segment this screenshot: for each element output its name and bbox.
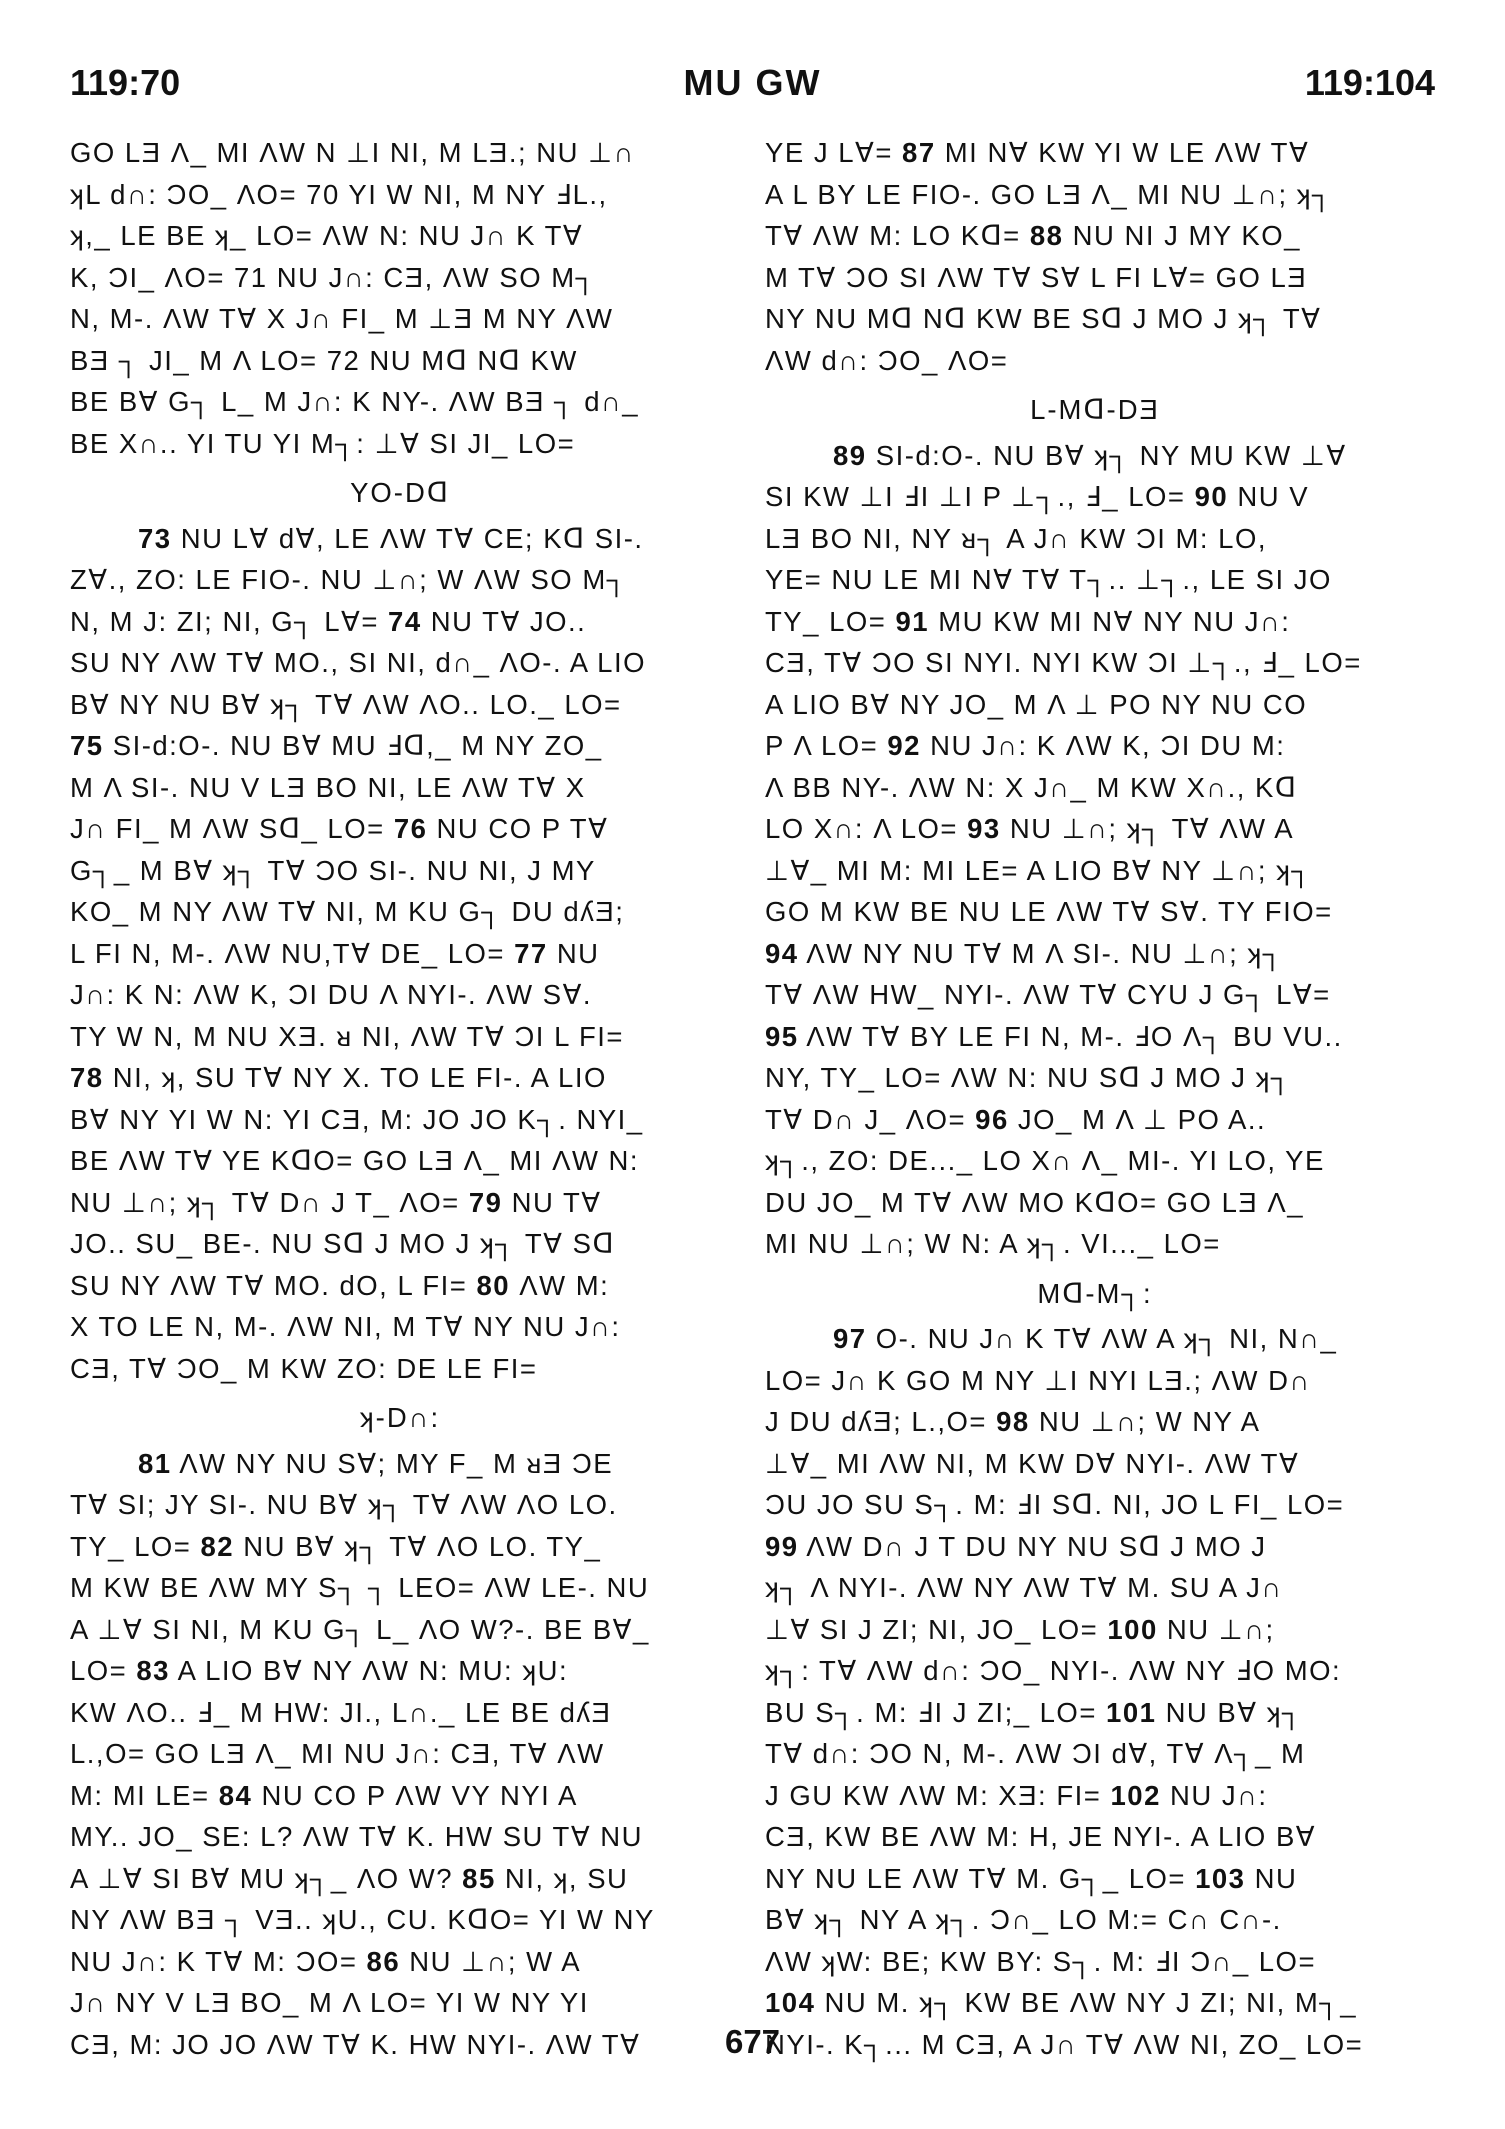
verse-text: J∩ NY V LƎ BO_ M Λ LO= YI W NY YI — [70, 1987, 589, 2018]
verse-number: 89 — [833, 439, 867, 471]
text-line — [765, 1650, 1425, 1692]
verse-text: NU ⊥∩; ʞ┐ T∀ D∩ J T_ ΛO= — [70, 1186, 460, 1218]
verse-text: SU NY ΛW T∀ MO. dO, L FI= — [70, 1269, 468, 1301]
text-line — [765, 435, 1425, 477]
verse-text: JO_ M Λ ⊥ PO A.. — [1017, 1103, 1267, 1135]
text-line — [765, 174, 1425, 216]
text-line — [70, 850, 730, 892]
text-line — [70, 684, 730, 726]
verse-number: 104 — [765, 1987, 816, 2018]
verse-number: 103 — [1195, 1862, 1246, 1894]
text-line — [70, 1099, 730, 1141]
verse-number: 82 — [200, 1530, 235, 1562]
verse-text: J∩: K N: ΛW K, ƆI DU Λ NYI-. ΛW S∀. — [70, 979, 593, 1010]
verse-text: NU L∀ d∀, LE ΛW T∀ CE; Kᗡ SI-. — [180, 522, 644, 554]
verse-text: NU CO P T∀ — [436, 813, 609, 844]
verse-text: NY NU LE ΛW T∀ M. G┐_ LO= — [765, 1862, 1186, 1894]
verse-number: 86 — [366, 1945, 401, 1977]
text-line — [765, 1609, 1425, 1651]
verse-text: M Λ SI-. NU V LƎ BO NI, LE ΛW T∀ X — [70, 771, 586, 803]
text-line — [765, 601, 1425, 643]
text-line — [70, 1858, 730, 1900]
verse-number: 90 — [1194, 481, 1229, 512]
text-line — [70, 1182, 730, 1224]
verse-text: B∀ ʞ┐ NY A ʞ┐. Ɔ∩_ LO M:= C∩ C∩-. — [765, 1904, 1282, 1935]
verse-text: TY_ LO= — [70, 1530, 192, 1562]
verse-text: NU NI J MY KO_ — [1072, 220, 1301, 251]
text-line — [70, 1733, 730, 1775]
text-line — [70, 1057, 730, 1099]
text-line — [765, 1223, 1425, 1265]
verse-text: ƆU JO SU S┐. M: ℲI Sᗡ. NI, JO L FI_ LO= — [765, 1489, 1345, 1520]
verse-text: YE J L∀= — [765, 137, 893, 168]
verse-text: ΛW d∩: ƆO_ ΛO= — [765, 344, 1009, 376]
verse-text: N, M J: ZI; NI, G┐ L∀= — [70, 605, 379, 637]
text-line — [765, 1526, 1425, 1568]
verse-text: KO_ M NY ΛW T∀ NI, M KU G┐ DU dʎƎ; — [70, 896, 625, 927]
verse-text: SI-d:O-. NU B∀ MU Ⅎᗡ,_ M NY ZO_ — [112, 730, 603, 761]
verse-text: L.,O= GO LƎ Λ_ MI NU J∩: CƎ, T∀ ΛW — [70, 1738, 605, 1769]
text-line — [70, 642, 730, 684]
verse-text: NU T∀ JO.. — [430, 605, 587, 637]
verse-text: LO= — [70, 1655, 128, 1686]
text-line — [70, 933, 730, 975]
verse-text: A ⊥∀ SI B∀ MU ʞ┐_ ΛO W? — [70, 1862, 454, 1894]
verse-text: CƎ, M: JO JO ΛW T∀ K. HW NYI-. ΛW T∀ — [70, 2028, 641, 2060]
verse-text: MU KW MI N∀ NY NU J∩: — [938, 605, 1291, 637]
text-line — [765, 974, 1425, 1016]
text-line — [70, 1609, 730, 1651]
verse-text: T∀ ΛW HW_ NYI-. ΛW T∀ CYU J G┐ L∀= — [765, 979, 1331, 1010]
text-line — [765, 476, 1425, 518]
verse-text: MI NU ⊥∩; W N: A ʞ┐. VI..._ LO= — [765, 1228, 1221, 1259]
text-line: ʞL d∩: ƆO_ ΛO= 70 YI W NI, M NY ℲL., — [70, 178, 608, 210]
text-line: N, M-. ΛW T∀ X J∩ FI_ M ⊥Ǝ M NY ΛW — [70, 303, 614, 334]
verse-number: 76 — [393, 813, 428, 844]
verse-number: 88 — [1029, 220, 1064, 251]
verse-text: ΛW D∩ J T DU NY NU Sᗡ J MO J — [806, 1530, 1267, 1562]
verse-number: 75 — [70, 730, 104, 761]
header-book-title: MU GW — [683, 62, 822, 103]
text-line — [765, 1941, 1425, 1983]
verse-text: NU T∀ — [511, 1186, 602, 1218]
verse-text: ʞ┐ Λ NYI-. ΛW NY ΛW T∀ M. SU A J∩ — [765, 1572, 1283, 1603]
verse-text: ΛW NY NU S∀; MY F_ M ᴚƎ ƆE — [179, 1447, 614, 1479]
verse-text: B∀ NY NU B∀ ʞ┐ T∀ ΛW ΛO.. LO._ LO= — [70, 688, 622, 720]
text-line — [70, 1348, 730, 1390]
verse-text: ⊥∀_ MI M: MI LE= A LIO B∀ NY ⊥∩; ʞ┐ — [765, 854, 1313, 886]
page-header — [70, 62, 1435, 122]
verse-text: YE= NU LE MI N∀ T∀ T┐.. ⊥┐., LE SI JO — [765, 564, 1332, 595]
verse-text: NU CO P ΛW VY NYI A — [261, 1779, 578, 1811]
text-line — [70, 1306, 730, 1348]
verse-number: 94 — [765, 937, 799, 969]
verse-number: 96 — [975, 1103, 1009, 1135]
text-line — [765, 933, 1425, 975]
verse-text: NY NU Mᗡ Nᗡ KW BE Sᗡ J MO J ʞ┐ T∀ — [765, 303, 1322, 334]
verse-text: M: MI LE= — [70, 1779, 210, 1811]
text-line — [70, 1016, 730, 1058]
verse-text: T∀ D∩ J_ ΛO= — [765, 1103, 967, 1135]
verse-text: L FI N, M-. ΛW NU,T∀ DE_ LO= — [70, 937, 505, 969]
text-line — [70, 1526, 730, 1568]
text-line — [765, 725, 1425, 767]
verse-text: NU B∀ ʞ┐ — [1165, 1696, 1303, 1728]
text-line — [765, 1899, 1425, 1941]
text-line — [765, 215, 1425, 257]
text-line — [765, 559, 1425, 601]
verse-text: CƎ, T∀ ƆO SI NYI. NYI KW ƆI ⊥┐., Ⅎ_ LO= — [765, 647, 1362, 678]
text-line — [765, 340, 1425, 382]
text-line — [765, 1360, 1425, 1402]
verse-text: M T∀ ƆO SI ΛW T∀ S∀ L FI L∀= GO LƎ — [765, 261, 1308, 293]
text-line — [765, 1733, 1425, 1775]
text-line — [70, 559, 730, 601]
verse-text: NU — [1254, 1862, 1298, 1894]
text-line: K, ƆI_ ΛO= 71 NU J∩: CƎ, ΛW SO M┐ — [70, 261, 597, 293]
text-line — [765, 132, 1425, 174]
text-line: GO LƎ Λ_ MI ΛW N ⊥I NI, M LƎ.; NU ⊥∩ — [70, 137, 635, 168]
verse-text: LO X∩: Λ LO= — [765, 813, 958, 844]
verse-text: LƎ BO NI, NY ᴚ┐ A J∩ KW ƆI M: LO, — [765, 522, 1267, 554]
verse-text: JO.. SU_ BE-. NU Sᗡ J MO J ʞ┐ T∀ Sᗡ — [70, 1228, 616, 1259]
verse-number: 83 — [136, 1655, 170, 1686]
verse-text: BE ΛW T∀ YE KᗡO= GO LƎ Λ_ MI ΛW N: — [70, 1145, 640, 1176]
text-line — [70, 1140, 730, 1182]
text-line — [765, 1816, 1425, 1858]
text-line — [765, 684, 1425, 726]
left-column — [70, 132, 730, 2065]
text-line — [765, 1443, 1425, 1485]
verse-number: 95 — [765, 1020, 799, 1052]
text-line — [765, 891, 1425, 933]
verse-text: KW ΛO.. Ⅎ_ M HW: JI., L∩._ LE BE dʎƎ — [70, 1696, 612, 1728]
verse-number: 97 — [833, 1323, 867, 1354]
verse-number: 98 — [996, 1406, 1030, 1437]
verse-text: B∀ NY YI W N: YI CƎ, M: JO JO K┐. NYI_ — [70, 1103, 644, 1135]
text-line — [70, 1223, 730, 1265]
verse-number: 77 — [514, 937, 548, 969]
verse-number: 73 — [138, 522, 172, 554]
text-line — [765, 1016, 1425, 1058]
verse-number: 101 — [1106, 1696, 1157, 1728]
verse-text: BU S┐. M: ℲI J ZI;_ LO= — [765, 1696, 1097, 1728]
text-line — [765, 1692, 1425, 1734]
verse-text: NU J∩: K T∀ M: ƆO= — [70, 1945, 358, 1977]
verse-number: 87 — [902, 137, 936, 168]
verse-paragraph — [765, 1318, 1425, 2065]
verse-text: SI KW ⊥I ℲI ⊥I P ⊥┐., Ⅎ_ LO= — [765, 481, 1186, 512]
verse-text: ʞ┐: T∀ ΛW d∩: ƆO_ NYI-. ΛW NY ℲO MO: — [765, 1655, 1342, 1686]
text-line — [765, 850, 1425, 892]
text-line — [70, 1484, 730, 1526]
verse-text: ⊥∀_ MI ΛW NI, M KW D∀ NYI-. ΛW T∀ — [765, 1447, 1300, 1479]
text-line — [765, 257, 1425, 299]
verse-text: O-. NU J∩ K T∀ ΛW A ʞ┐ NI, N∩_ — [875, 1323, 1338, 1354]
text-line — [70, 891, 730, 933]
text-line — [765, 1858, 1425, 1900]
verse-number: 79 — [468, 1186, 503, 1218]
text-line — [765, 1182, 1425, 1224]
verse-number: 93 — [967, 813, 1001, 844]
text-line: BƎ ┐ JI_ M Λ LO= 72 NU Mᗡ Nᗡ KW — [70, 344, 578, 376]
text-line — [765, 1318, 1425, 1360]
verse-text: CƎ, T∀ ƆO_ M KW ZO: DE LE FI= — [70, 1352, 538, 1384]
text-line: BE B∀ G┐ L_ M J∩: K NY-. ΛW BƎ ┐ d∩_ — [70, 386, 640, 417]
verse-text: MY.. JO_ SE: L? ΛW T∀ K. HW SU T∀ NU — [70, 1821, 644, 1852]
verse-text: ΛW M: — [519, 1269, 610, 1301]
verse-number: 78 — [70, 1062, 104, 1093]
verse-text: NU — [556, 937, 600, 969]
verse-number: 91 — [895, 605, 930, 637]
verse-number: 85 — [462, 1862, 496, 1894]
verse-number: 81 — [138, 1447, 172, 1479]
text-line — [765, 1057, 1425, 1099]
verse-text: NY ΛW BƎ ┐ VƎ.. ʞU., CU. KᗡO= YI W NY — [70, 1904, 655, 1935]
text-line — [765, 1099, 1425, 1141]
header-verse-start: 119:70 — [70, 62, 181, 103]
verse-text: A LIO B∀ NY ΛW N: MU: ʞU: — [177, 1655, 569, 1686]
text-paragraph — [70, 132, 730, 464]
verse-text: NYI-. K┐... M CƎ, A J∩ T∀ ΛW NI, ZO_ LO= — [765, 2028, 1364, 2060]
text-line — [765, 1140, 1425, 1182]
verse-text: T∀ SI; JY SI-. NU B∀ ʞ┐ T∀ ΛW ΛO LO. — [70, 1489, 618, 1520]
verse-text: A L BY LE FIO-. GO LƎ Λ_ MI NU ⊥∩; ʞ┐ — [765, 178, 1334, 210]
verse-text: M KW BE ΛW MY S┐ ┐ LEO= ΛW LE-. NU — [70, 1572, 650, 1603]
verse-text: J DU dʎƎ; L.,O= — [765, 1406, 987, 1437]
verse-text: NU J∩: — [1170, 1779, 1268, 1811]
text-line — [765, 1484, 1425, 1526]
text-line — [765, 1775, 1425, 1817]
text-line: ʞ,_ LE BE ʞ_ LO= ΛW N: NU J∩ K T∀ — [70, 220, 584, 251]
text-line — [70, 1265, 730, 1307]
verse-text: ΛW ʞW: BE; KW BY: S┐. M: ℲI Ɔ∩_ LO= — [765, 1945, 1317, 1977]
text-line — [70, 1775, 730, 1817]
verse-text: GO M KW BE NU LE ΛW T∀ S∀. TY FIO= — [765, 896, 1333, 927]
verse-text: LO= J∩ K GO M NY ⊥I NYI LƎ.; ΛW D∩ — [765, 1364, 1311, 1396]
verse-text: NU M. ʞ┐ KW BE ΛW NY J ZI; NI, M┐_ — [824, 1987, 1358, 2018]
verse-text: NU ⊥∩; — [1166, 1613, 1275, 1645]
verse-text: NU ⊥∩; W A — [409, 1945, 582, 1977]
verse-number: 74 — [388, 605, 422, 637]
verse-number: 92 — [887, 730, 921, 761]
header-verse-end: 119:104 — [1304, 62, 1435, 103]
text-line — [70, 601, 730, 643]
text-line — [70, 1982, 730, 2024]
verse-text: CƎ, KW BE ΛW M: H, JE NYI-. A LIO B∀ — [765, 1821, 1317, 1852]
verse-text: NI, ʞ, SU — [504, 1862, 629, 1894]
text-line — [70, 725, 730, 767]
verse-text: ΛW NY NU T∀ M Λ SI-. NU ⊥∩; ʞ┐ — [806, 937, 1284, 969]
text-line — [765, 1982, 1425, 2024]
verse-text: Λ BB NY-. ΛW N: X J∩_ M KW X∩., Kᗡ — [765, 771, 1298, 803]
text-line — [70, 1941, 730, 1983]
section-heading: L-Mᗡ-DƎ — [1030, 394, 1160, 425]
verse-text: NU V — [1237, 481, 1310, 512]
verse-paragraph — [765, 435, 1425, 1265]
verse-text: SI-d:O-. NU B∀ ʞ┐ NY MU KW ⊥∀ — [875, 439, 1347, 471]
verse-text: T∀ ΛW M: LO Kᗡ= — [765, 220, 1021, 251]
verse-number: 84 — [218, 1779, 253, 1811]
verse-text: A ⊥∀ SI NI, M KU G┐ L_ ΛO W?-. BE B∀_ — [70, 1613, 650, 1645]
verse-text: NU B∀ ʞ┐ T∀ ΛO LO. TY_ — [243, 1530, 602, 1562]
verse-text: DU JO_ M T∀ ΛW MO KᗡO= GO LƎ Λ_ — [765, 1186, 1305, 1218]
verse-number: 80 — [476, 1269, 511, 1301]
verse-text: MI N∀ KW YI W LE ΛW T∀ — [944, 137, 1310, 168]
text-line — [70, 808, 730, 850]
right-column — [765, 132, 1425, 2065]
verse-text: NU J∩: K ΛW K, ƆI DU M: — [930, 730, 1286, 761]
verse-text: X TO LE N, M-. ΛW NI, M T∀ NY NU J∩: — [70, 1311, 621, 1342]
verse-paragraph — [70, 518, 730, 1390]
text-line — [765, 767, 1425, 809]
text-line: BE X∩.. YI TU YI M┐: ⊥∀ SI JI_ LO= — [70, 427, 576, 459]
text-line — [765, 1567, 1425, 1609]
verse-text: T∀ d∩: ƆO N, M-. ΛW ƆI d∀, T∀ Λ┐_ M — [765, 1738, 1306, 1769]
verse-text: P Λ LO= — [765, 730, 879, 761]
page-number: 677 — [724, 2023, 781, 2060]
verse-text: J GU KW ΛW M: XƎ: FI= — [765, 1779, 1102, 1811]
text-line — [765, 642, 1425, 684]
section-heading: YO-Dᗡ — [350, 477, 450, 508]
verse-text: ΛW T∀ BY LE FI N, M-. ℲO Λ┐ BU VU.. — [806, 1020, 1343, 1052]
verse-number: 102 — [1110, 1779, 1161, 1811]
text-line — [70, 767, 730, 809]
text-line — [70, 974, 730, 1016]
verse-text: NU ⊥∩; ʞ┐ T∀ ΛW A — [1009, 813, 1295, 844]
text-line — [70, 1443, 730, 1485]
verse-number: 100 — [1107, 1613, 1158, 1645]
verse-text: A LIO B∀ NY JO_ M Λ ⊥ PO NY NU CO — [765, 688, 1308, 720]
text-line — [70, 1816, 730, 1858]
verse-text: TY_ LO= — [765, 605, 887, 637]
text-line — [70, 1899, 730, 1941]
verse-text: Z∀., ZO: LE FIO-. NU ⊥∩; W ΛW SO M┐ — [70, 564, 628, 595]
verse-text: ⊥∀ SI J ZI; NI, JO_ LO= — [765, 1613, 1099, 1645]
section-heading: Mᗡ-M┐: — [1037, 1277, 1153, 1309]
text-line — [765, 1401, 1425, 1443]
text-line — [765, 518, 1425, 560]
verse-text: TY W N, M NU XƎ. ᴚ NI, ΛW T∀ ƆI L FI= — [70, 1020, 624, 1052]
section-heading: ʞ-D∩: — [359, 1402, 441, 1433]
verse-text: SU NY ΛW T∀ MO., SI NI, d∩_ ΛO-. A LIO — [70, 647, 646, 678]
verse-text: G┐_ M B∀ ʞ┐ T∀ ƆO SI-. NU NI, J MY — [70, 854, 596, 886]
verse-text: ʞ┐., ZO: DE..._ LO X∩ Λ_ MI-. YI LO, YE — [765, 1145, 1325, 1176]
verse-paragraph — [70, 1443, 730, 2066]
verse-text: NU ⊥∩; W NY A — [1038, 1406, 1261, 1437]
text-line — [765, 808, 1425, 850]
verse-paragraph — [765, 132, 1425, 381]
verse-text: NY, TY_ LO= ΛW N: NU Sᗡ J MO J ʞ┐ — [765, 1062, 1292, 1093]
text-line — [70, 518, 730, 560]
text-line — [70, 1692, 730, 1734]
verse-text: NI, ʞ, SU T∀ NY X. TO LE FI-. A LIO — [112, 1062, 607, 1093]
text-line — [765, 298, 1425, 340]
verse-text: J∩ FI_ M ΛW Sᗡ_ LO= — [70, 813, 385, 844]
text-line — [70, 1567, 730, 1609]
text-line — [70, 1650, 730, 1692]
verse-number: 99 — [765, 1530, 799, 1562]
